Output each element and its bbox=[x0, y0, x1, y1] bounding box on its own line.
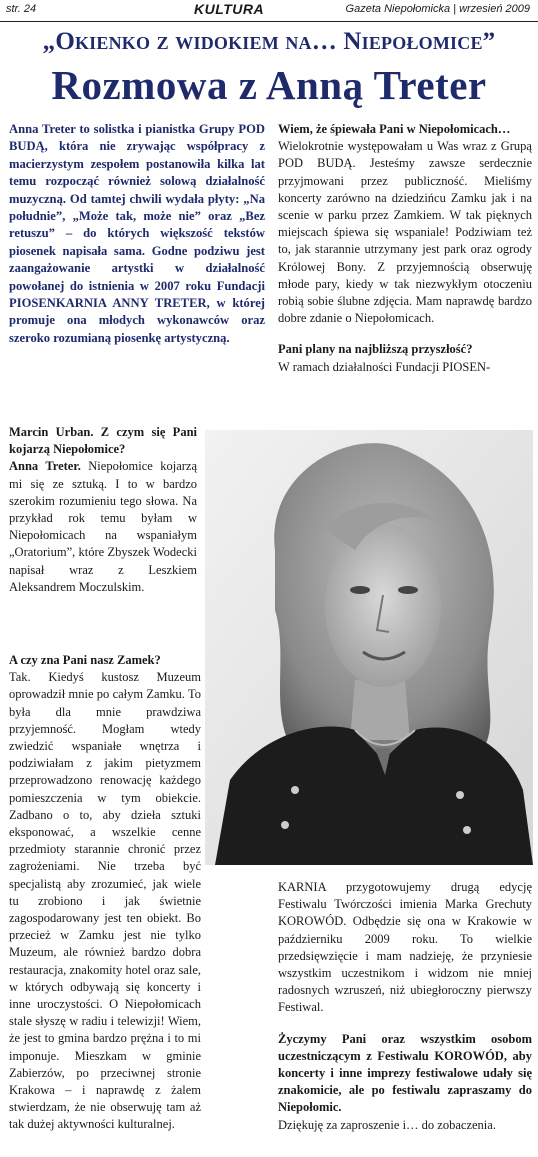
closing-wish: Życzymy Pani oraz wszystkim osobom uczestniczącym z Festiwalu KOROWÓD, aby koncerty i inne imprezy festiwalowe udały się znakomicie, ale po festiwalu zapraszamy do Niepołomic. bbox=[278, 1031, 532, 1115]
portrait-photo bbox=[205, 430, 533, 865]
page-header bbox=[0, 0, 538, 22]
right-column-top bbox=[278, 121, 532, 376]
answer-castle: Tak. Kiedyś kustosz Muzeum oprowadził mnie po całym Zamku. To była dla mnie prawdziwa przyjemność. Mogłam wtedy zwiedzić wspaniałe wnętrza i podziwiałam z jakim pietyzmem przeprowadzono renowację każdego pomieszczenia w tym obiekcie. Zadbano o to, aby dzieła sztuki eksponować, a wszelkie cenne przedmioty starannie chronić przez zagrożeniami. Nie trzeba być specjalistą aby zrozumieć, jak wiele tu zrobiono i jak świetnie zagospodarowany jest ten obiekt. Bo przecież w Zamku jest nie tylko Muzeum, ale również bardzo dobra restauracja, znakomity hotel oraz sale, w których odbywają się koncerty i inne uroczystości. O Niepołomicach stale słyszę w radiu i telewizji! Wiem, że jest to gmina bardzo prężna i to mi imponuje. Mieszkam w gminie Zabierzów, po przeciwnej stronie Krakowa – i naprawdę z żalem stwierdzam, że nie obserwuję tam aż tak dużej aktywności kulturalnej. bbox=[9, 670, 201, 1132]
answer-plans-part1: W ramach działalności Fundacji PIOSEN- bbox=[278, 359, 491, 374]
article-kicker: „Okienko z widokiem na… Niepołomice” bbox=[42, 28, 496, 55]
answer-plans-part2: KARNIA przygotowujemy drugą edycję Festiwalu Twórczości imienia Marka Grechuty KOROWÓD. Odbędzie się ona w Krakowie w październiku 2009 roku. To wielkie przedsięwzięcie i mam nadzieję, że przyniesie wszystkim uczestnikom i widzom nie mniej radosnych wzruszeń, niż ubiegłoroczny pierwszy Festiwal. bbox=[278, 880, 532, 1015]
question-castle: A czy zna Pani nasz Zamek? bbox=[9, 653, 161, 667]
answer-concerts: Wielokrotnie występowałam u Was wraz z Grupą POD BUDĄ. Jesteśmy zawsze serdecznie przyjmowani przez publiczność. Mieliśmy koncerty zarówno na dziedzińcu Zamku jak i na scenie w parku przez Zamkiem. W tak pięknych miejscach śpiewa się wspaniale! Podziwiam też to, jak starannie utrzymany jest park oraz ogrody Królowej Bony. Z przyjemnością obserwuję młode pary, kiedy w tak niezwykłym otoczeniu robią sobie ślubne zdjęcia. Mam naprawdę bardzo dobre zdanie o Niepołomicach. bbox=[278, 139, 532, 326]
question-associations: Marcin Urban. Z czym się Pani kojarzą Niepołomice? bbox=[9, 425, 197, 457]
portrait-icon bbox=[205, 430, 533, 865]
question-plans: Pani plany na najbliższą przyszłość? bbox=[278, 342, 473, 357]
section-name: KULTURA bbox=[194, 1, 265, 17]
left-column-lower bbox=[9, 652, 201, 1134]
article-lead bbox=[9, 121, 265, 347]
closing-answer: Dziękuję za zaproszenie i… do zobaczenia. bbox=[278, 1117, 496, 1132]
lead-text: Anna Treter to solistka i pianistka Grupy POD BUDĄ, która nie zrywając współpracy z macierzystym zespołem postanowiła kilka lat temu rozpocząć również solową działalność muzyczną. Od tamtej chwili wydała płyty: „Na południe”, „Może tak, może nie” oraz „Bez retuszu” – do których większość tekstów piosenek napisała sama. Godne podziwu jest zaangażowanie artystki w działalność powołanej do istnienia w 2007 roku Fundacji PIOSENKARNIA ANNY TRETER, w której promuje ona młodych wykonawców oraz szeroko rozumianą piosenkę artystyczną. bbox=[9, 122, 265, 345]
page-number: str. 24 bbox=[6, 3, 37, 15]
left-column-middle bbox=[9, 424, 197, 596]
right-column-bottom bbox=[278, 879, 532, 1134]
article-headline: Rozmowa z Anną Treter bbox=[51, 62, 487, 108]
answer-speaker: Anna Treter. bbox=[9, 459, 81, 474]
answer-associations bbox=[9, 458, 197, 596]
question-concerts: Wiem, że śpiewała Pani w Niepołomicach… bbox=[278, 122, 511, 136]
publication-name: Gazeta Niepołomicka | wrzesień 2009 bbox=[345, 3, 530, 15]
answer-associations-text: Niepołomice kojarzą mi się ze sztuką. I to w bardzo szerokim rozumieniu tego słowa. Na przykład rok temu byłam w Niepołomicach na wspaniałym „Oratorium”, które Zbyszek Wodecki napisał wraz z Leszkiem Aleksandrem Moczulskim. bbox=[9, 459, 197, 594]
